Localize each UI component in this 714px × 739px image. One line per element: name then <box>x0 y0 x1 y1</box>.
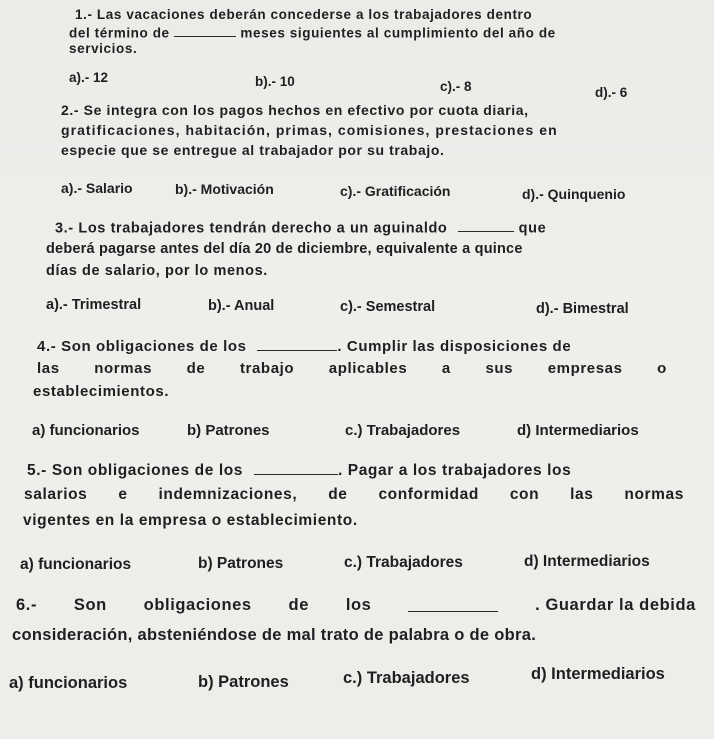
question-5-line-3: vigentes en la empresa o establecimiento. <box>23 512 358 529</box>
question-6-line-2: consideración, absteniéndose de mal trato de palabra o de obra. <box>12 626 537 644</box>
question-1-line-3: servicios. <box>69 41 138 56</box>
question-1-option-c[interactable]: c).- 8 <box>440 79 472 94</box>
question-4-line-1: 4.- Son obligaciones de los . Cumplir las disposiciones de <box>37 337 572 355</box>
question-5-line-1: 5.- Son obligaciones de los . Pagar a los trabajadores los <box>27 462 572 480</box>
question-1-answer-blank[interactable] <box>174 25 236 37</box>
question-1-option-b[interactable]: b).- 10 <box>255 74 295 89</box>
question-5-option-d[interactable]: d) Intermediarios <box>524 553 650 570</box>
question-3-number: 3.- <box>55 220 74 237</box>
question-4-answer-blank[interactable] <box>257 337 337 351</box>
question-6-option-b[interactable]: b) Patrones <box>198 673 289 691</box>
question-4-option-d[interactable]: d) Intermediarios <box>517 422 639 439</box>
question-6-number: 6.- <box>16 596 38 614</box>
question-1-line-1 <box>75 8 532 22</box>
question-5-line-2: salarios e indemnizaciones, de conformidad con las normas <box>24 486 684 503</box>
question-3-option-d[interactable]: d).- Bimestral <box>536 301 629 317</box>
question-2-line-1: 2.- Se integra con los pagos hechos en efectivo por cuota diaria, <box>61 102 529 118</box>
question-2-number: 2.- <box>61 102 80 118</box>
question-6-option-c[interactable]: c.) Trabajadores <box>343 669 470 687</box>
question-6-answer-blank[interactable] <box>408 597 498 612</box>
question-4-line-2: las normas de trabajo aplicables a sus empresas o <box>37 360 667 377</box>
question-2-line-3: especie que se entregue al trabajador por su trabajo. <box>61 142 445 158</box>
question-1-option-a[interactable]: a).- 12 <box>69 70 109 85</box>
question-5-option-c[interactable]: c.) Trabajadores <box>344 554 463 571</box>
question-6-option-a[interactable]: a) funcionarios <box>9 674 128 692</box>
question-4-option-a[interactable]: a) funcionarios <box>32 422 140 439</box>
question-4-option-c[interactable]: c.) Trabajadores <box>345 422 461 439</box>
question-3-line-1: 3.- Los trabajadores tendrán derecho a un aguinaldo que <box>55 220 547 237</box>
question-3-line-3: días de salario, por lo menos. <box>46 263 268 279</box>
question-2-line-2: gratificaciones, habitación, primas, comisiones, prestaciones en <box>61 122 558 138</box>
question-1-line-2: del término de meses siguientes al cumplimiento del año de <box>69 25 556 41</box>
question-1-number: 1.- <box>75 7 93 22</box>
question-2-option-b[interactable]: b).- Motivación <box>175 181 274 197</box>
question-5-number: 5.- <box>27 462 47 480</box>
question-3-line-2: deberá pagarse antes del día 20 de diciembre, equivalente a quince <box>46 241 523 257</box>
question-5-option-a[interactable]: a) funcionarios <box>20 556 132 573</box>
question-2-option-a[interactable]: a).- Salario <box>61 180 133 196</box>
question-3-option-b[interactable]: b).- Anual <box>208 298 275 314</box>
question-1-option-d[interactable]: d).- 6 <box>595 85 628 100</box>
question-4-number: 4.- <box>37 337 57 355</box>
question-2-option-c[interactable]: c).- Gratificación <box>340 183 451 199</box>
question-3-option-a[interactable]: a).- Trimestral <box>46 297 142 313</box>
question-5-option-b[interactable]: b) Patrones <box>198 555 284 572</box>
question-3-option-c[interactable]: c).- Semestral <box>340 299 436 315</box>
question-4-line-3: establecimientos. <box>33 383 170 400</box>
question-2-option-d[interactable]: d).- Quinquenio <box>522 186 626 202</box>
question-1-text: Las vacaciones deberán concederse a los trabajadores dentro <box>96 7 533 22</box>
question-4-option-b[interactable]: b) Patrones <box>187 422 270 439</box>
question-5-answer-blank[interactable] <box>254 461 338 475</box>
question-6-option-d[interactable]: d) Intermediarios <box>531 665 665 683</box>
question-3-answer-blank[interactable] <box>458 219 514 232</box>
question-6-line-1: 6.- Son obligaciones de los . Guardar la debida <box>16 596 696 614</box>
